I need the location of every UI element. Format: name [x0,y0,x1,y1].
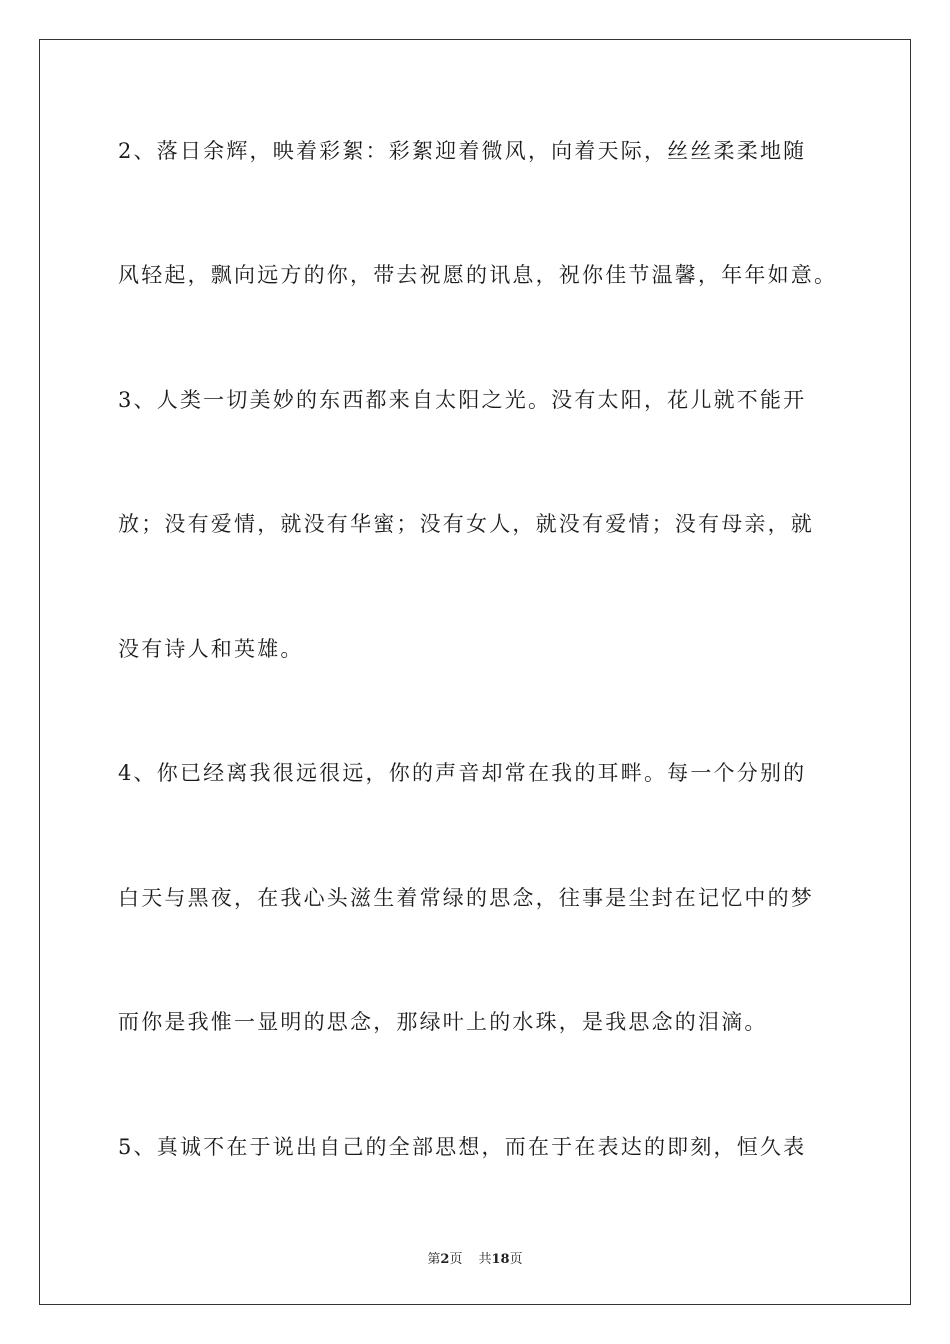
text-line-5: 没有诗人和英雄。 [118,637,304,661]
total-prefix: 共 [478,1252,492,1267]
total-suffix: 页 [509,1252,523,1267]
text-line-3: 3、人类一切美妙的东西都来自太阳之光。没有太阳，花儿就不能开 [118,388,807,412]
text-line-7: 白天与黑夜，在我心头滋生着常绿的思念，往事是尘封在记忆中的梦 [118,886,814,910]
text-line-1: 2、落日余辉，映着彩絮：彩絮迎着微风，向着天际，丝丝柔柔地随 [118,139,807,163]
total-pages: 18 [491,1252,510,1267]
page-number: 2 [440,1252,450,1267]
text-line-6: 4、你已经离我很远很远，你的声音却常在我的耳畔。每一个分别的 [118,761,807,785]
text-line-8: 而你是我惟一显明的思念，那绿叶上的水珠，是我思念的泪滴。 [118,1010,768,1034]
page-prefix: 第 [427,1252,441,1267]
page-footer [0,1248,950,1267]
page-border [39,39,911,1305]
text-line-4: 放；没有爱情，就没有华蜜；没有女人，就没有爱情；没有母亲，就 [118,512,814,536]
page-suffix: 页 [449,1252,463,1267]
text-line-2: 风轻起，飘向远方的你，带去祝愿的讯息，祝你佳节温馨，年年如意。 [118,263,838,287]
text-line-9: 5、真诚不在于说出自己的全部思想，而在于在表达的即刻，恒久表 [118,1135,807,1159]
